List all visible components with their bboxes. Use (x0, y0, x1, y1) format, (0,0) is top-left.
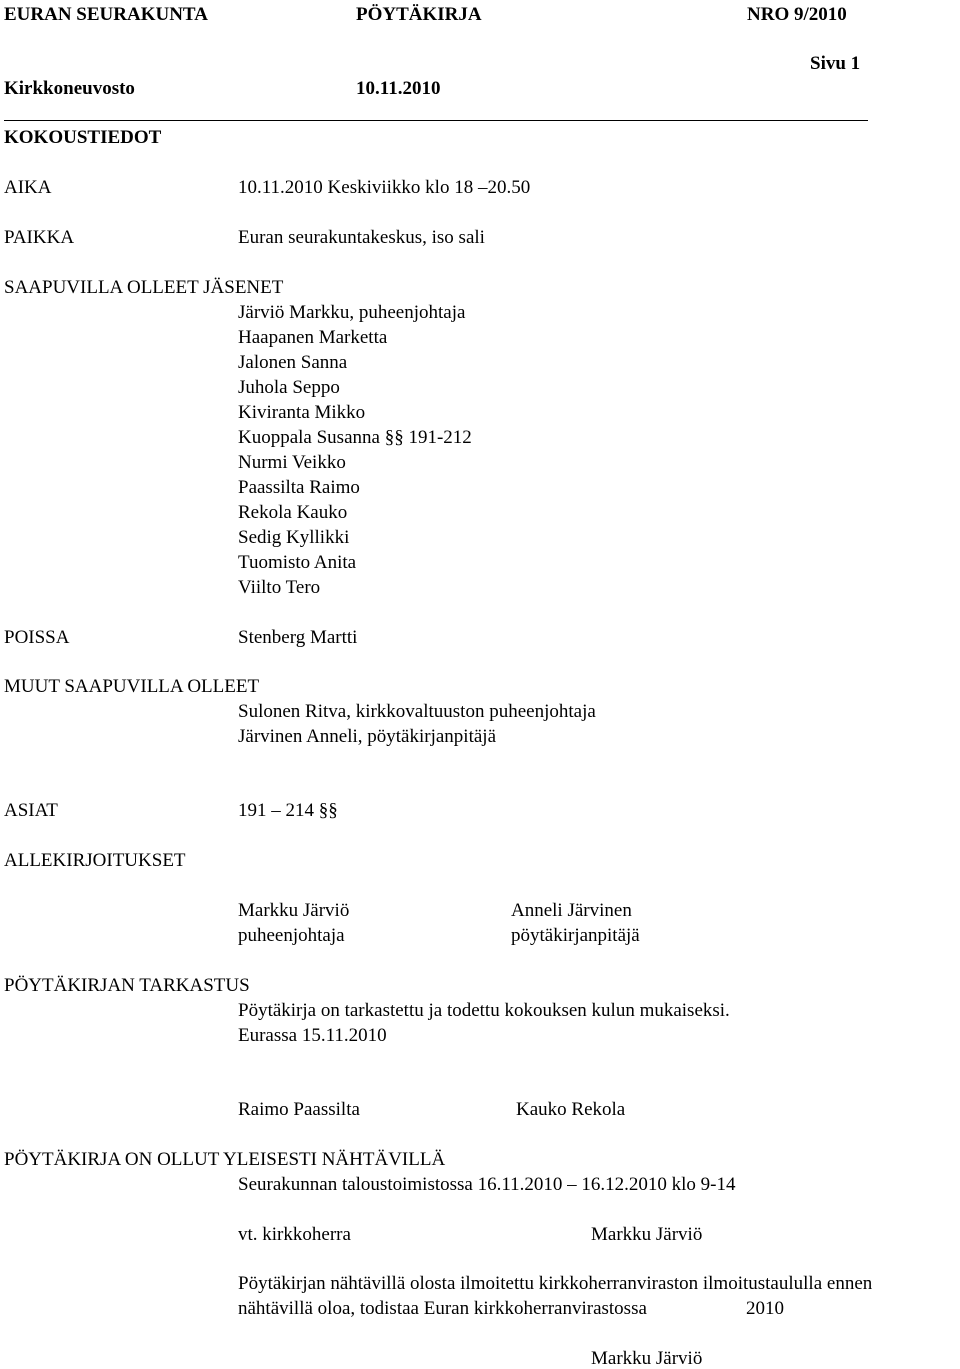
member-item: Nurmi Veikko (238, 452, 346, 473)
reviewer-1: Raimo Paassilta (238, 1099, 360, 1120)
member-item: Kiviranta Mikko (238, 402, 366, 423)
member-item: Viilto Tero (238, 577, 321, 598)
absent-value: Stenberg Martti (238, 627, 358, 648)
member-item: Haapanen Marketta (238, 327, 388, 348)
secretary-name: Anneli Järvinen (511, 900, 632, 921)
member-item: Tuomisto Anita (238, 552, 357, 573)
absent-label: POISSA (4, 627, 70, 648)
reviewer-2: Kauko Rekola (516, 1099, 626, 1120)
page-number: Sivu 1 (810, 53, 861, 74)
member-item: Kuoppala Susanna §§ 191-212 (238, 427, 472, 448)
public-label: PÖYTÄKIRJA ON OLLUT YLEISESTI NÄHTÄVILLÄ (4, 1149, 446, 1170)
others-label: MUUT SAAPUVILLA OLLEET (4, 676, 260, 697)
place-value: Euran seurakuntakeskus, iso sali (238, 227, 485, 248)
review-place-date: Eurassa 15.11.2010 (238, 1025, 387, 1046)
place-label: PAIKKA (4, 227, 75, 248)
chair-role: puheenjohtaja (238, 925, 345, 946)
member-item: Rekola Kauko (238, 502, 348, 523)
body-name: Kirkkoneuvosto (4, 78, 135, 99)
review-statement: Pöytäkirja on tarkastettu ja todettu kokouksen kulun mukaiseksi. (238, 1000, 730, 1021)
meeting-date: 10.11.2010 (356, 78, 441, 99)
other-attendee: Järvinen Anneli, pöytäkirjanpitäjä (238, 726, 497, 747)
notice-line-1: Pöytäkirjan nähtävillä olosta ilmoitettu kirkkoherranviraston ilmoitustaululla ennen (238, 1273, 873, 1294)
members-label: SAAPUVILLA OLLEET JÄSENET (4, 277, 284, 298)
matters-label: ASIAT (4, 800, 58, 821)
matters-value: 191 – 214 §§ (238, 800, 338, 821)
secretary-role: pöytäkirjanpitäjä (511, 925, 640, 946)
chair-name: Markku Järviö (238, 900, 350, 921)
notice-line-2: nähtävillä oloa, todistaa Euran kirkkoherranvirastossa (238, 1298, 647, 1319)
notice-year: 2010 (746, 1298, 784, 1319)
document-number: NRO 9/2010 (747, 4, 847, 25)
member-item: Paassilta Raimo (238, 477, 360, 498)
time-value: 10.11.2010 Keskiviikko klo 18 –20.50 (238, 177, 531, 198)
organization-name: EURAN SEURAKUNTA (4, 4, 208, 25)
public-signer: Markku Järviö (591, 1224, 703, 1245)
member-item: Jalonen Sanna (238, 352, 348, 373)
other-attendee: Sulonen Ritva, kirkkovaltuuston puheenjohtaja (238, 701, 596, 722)
review-label: PÖYTÄKIRJAN TARKASTUS (4, 975, 250, 996)
public-location-period: Seurakunnan taloustoimistossa 16.11.2010 – 16.12.2010 klo 9-14 (238, 1174, 736, 1195)
section-title: KOKOUSTIEDOT (4, 127, 162, 148)
member-item: Sedig Kyllikki (238, 527, 350, 548)
public-role: vt. kirkkoherra (238, 1224, 351, 1245)
final-signer: Markku Järviö (591, 1348, 703, 1369)
header-divider (4, 120, 868, 121)
member-item: Järviö Markku, puheenjohtaja (238, 302, 466, 323)
time-label: AIKA (4, 177, 52, 198)
signatures-label: ALLEKIRJOITUKSET (4, 850, 186, 871)
document-type: PÖYTÄKIRJA (356, 4, 482, 25)
member-item: Juhola Seppo (238, 377, 340, 398)
